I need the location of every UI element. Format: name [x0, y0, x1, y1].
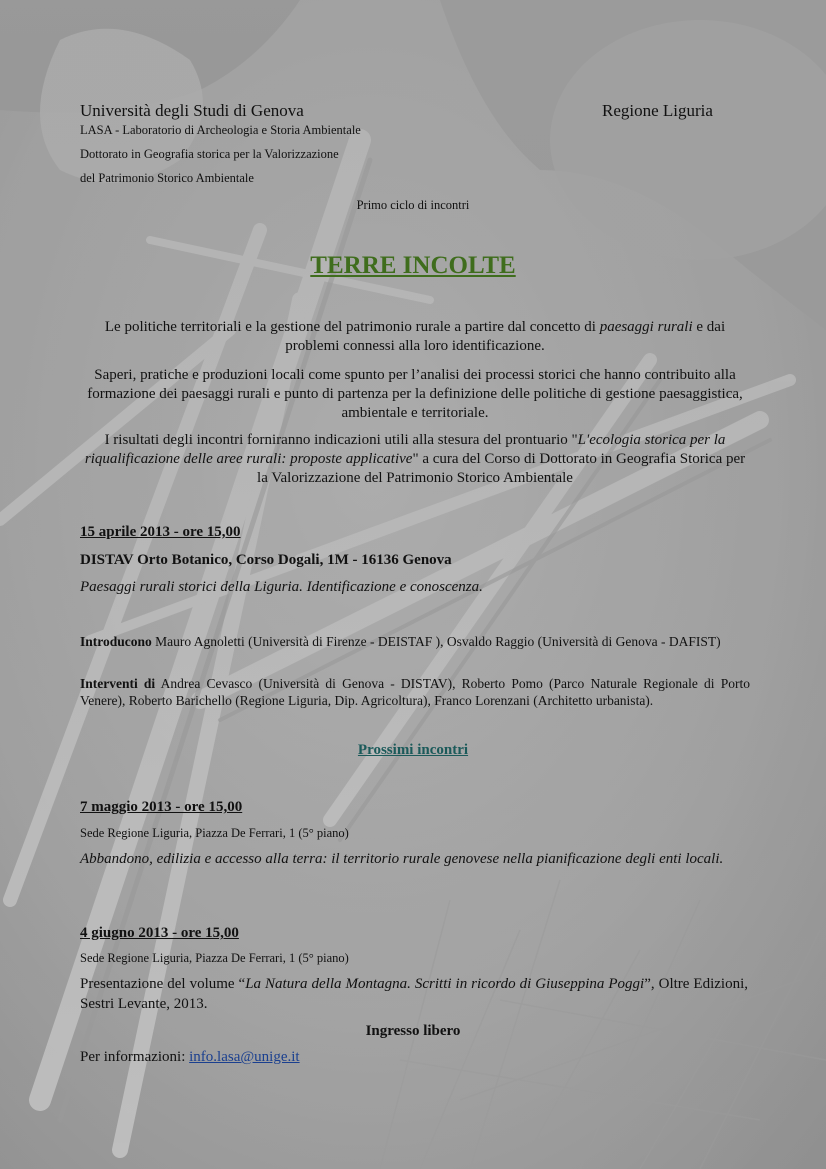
event-3-date: 4 giugno 2013 - ore 15,00 — [80, 925, 239, 941]
region-name: Regione Liguria — [602, 101, 713, 120]
doctorate-line-1: Dottorato in Geografia storica per la Valorizzazione — [80, 147, 339, 161]
event-2-theme: Abbandono, edilizia e accesso alla terra: il territorio rurale genovese nella pianificazione degli enti locali. — [80, 851, 724, 867]
free-entry-note: Ingresso libero — [365, 1023, 461, 1039]
intro-paragraph-3: I risultati degli incontri forniranno indicazioni utili alla stesura del prontuario "L'ecologia storica per la riqualificazione delle aree rurali: proposte applicative" a cura del Corso di Dottorato in Geografia Storica per la Valorizzazione del Patrimonio Storico Ambientale — [84, 432, 746, 486]
next-meetings-heading: Prossimi incontri — [357, 742, 469, 758]
intro-paragraph-1: Le politiche territoriali e la gestione del patrimonio rurale a partire dal concetto di paesaggi rurali e dai problemi connessi alla loro identificazione. — [104, 319, 726, 354]
event-1-introducers: Introducono Mauro Agnoletti (Università di Firenze - DEISTAF ), Osvaldo Raggio (Università di Genova - DAFIST) — [80, 634, 721, 649]
cycle-label: Primo ciclo di incontri — [356, 198, 470, 212]
doctorate-line-2: del Patrimonio Storico Ambientale — [80, 171, 254, 185]
lab-name: LASA - Laboratorio di Archeologia e Storia Ambientale — [80, 123, 361, 137]
event-3-presentation: Presentazione del volume “La Natura della Montagna. Scritti in ricordo di Giuseppina Poggi”, Oltre Edizioni, Sestri Levante, 2013. — [80, 976, 748, 1012]
event-2-venue: Sede Regione Liguria, Piazza De Ferrari, 1 (5° piano) — [80, 826, 349, 840]
info-line — [80, 1049, 300, 1066]
intro-paragraph-2: Saperi, pratiche e produzioni locali come spunto per l’analisi dei processi storici che hanno contribuito alla formazione dei paesaggi rurali e punto di partenza per la definizione delle politiche di gestione paesaggistica, ambientale e territoriale. — [87, 367, 743, 421]
event-1-location: DISTAV Orto Botanico, Corso Dogali, 1M - 16136 Genova — [80, 552, 452, 568]
contact-email-link[interactable]: info.lasa@unige.it — [189, 1049, 300, 1065]
page-title: TERRE INCOLTE — [310, 252, 516, 279]
event-1-speakers: Interventi di Andrea Cevasco (Università di Genova - DISTAV), Roberto Pomo (Parco Naturale Regionale di Porto Venere), Roberto Barichello (Regione Liguria, Dip. Agricoltura), Franco Lorenzani (Architetto urbanista). — [80, 676, 750, 708]
event-3-venue: Sede Regione Liguria, Piazza De Ferrari, 1 (5° piano) — [80, 951, 349, 965]
event-1-date: 15 aprile 2013 - ore 15,00 — [80, 524, 241, 540]
event-1-theme: Paesaggi rurali storici della Liguria. Identificazione e conoscenza. — [80, 579, 483, 595]
university-name: Università degli Studi di Genova — [80, 101, 304, 120]
event-2-date: 7 maggio 2013 - ore 15,00 — [80, 799, 243, 815]
info-label: Per informazioni: — [80, 1049, 190, 1065]
